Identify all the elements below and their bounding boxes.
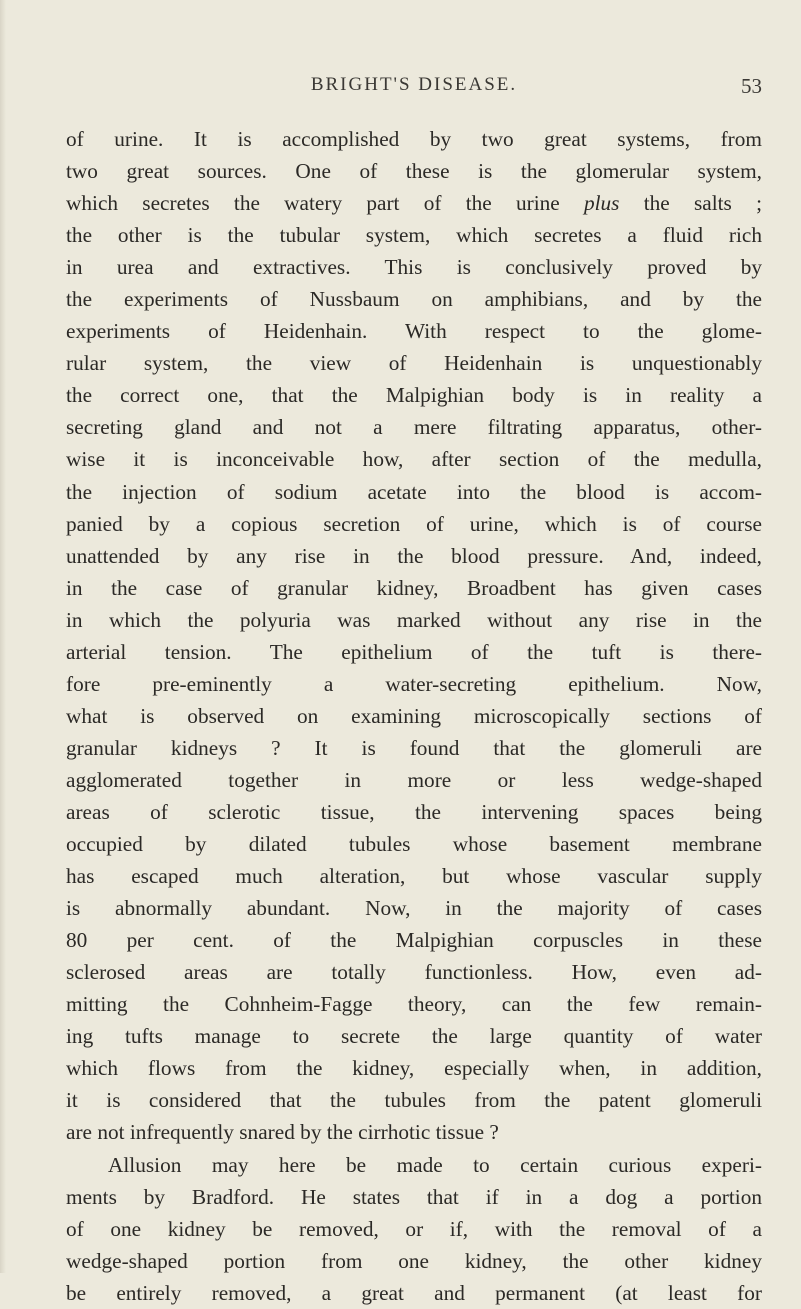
text-line: in which the polyuria was marked without any rise in the — [66, 607, 762, 632]
text-line: unattended by any rise in the blood pressure. And, indeed, — [66, 543, 762, 568]
body-text — [66, 123, 762, 1309]
running-head — [66, 74, 762, 104]
text-line: the experiments of Nussbaum on amphibians, and by the — [66, 287, 762, 312]
running-title: BRIGHT'S DISEASE. — [310, 74, 518, 95]
text-line: which secretes the watery part of the urine plus the salts ; — [66, 191, 762, 216]
text-line: Allusion may here be made to certain curious experi- — [108, 1152, 762, 1177]
text-line: be entirely removed, a great and permanent (at least for — [66, 1280, 762, 1305]
text-line: granular kidneys ? It is found that the glomeruli are — [66, 735, 762, 760]
text-line: 80 per cent. of the Malpighian corpuscles in these — [66, 928, 762, 953]
text-line: of one kidney be removed, or if, with the removal of a — [66, 1216, 762, 1241]
text-line: sclerosed areas are totally functionless. How, even ad- — [66, 960, 762, 985]
text-line: in the case of granular kidney, Broadbent has given cases — [66, 575, 762, 600]
text-line: ing tufts manage to secrete the large quantity of water — [66, 1024, 762, 1049]
text-line: the other is the tubular system, which secretes a fluid rich — [66, 223, 762, 248]
text-line: rular system, the view of Heidenhain is unquestionably — [66, 351, 762, 376]
text-line: it is considered that the tubules from the patent glomeruli — [66, 1088, 762, 1113]
text-line: panied by a copious secretion of urine, which is of course — [66, 511, 762, 536]
text-line: areas of sclerotic tissue, the intervening spaces being — [66, 799, 762, 824]
text-line: in urea and extractives. This is conclusively proved by — [66, 255, 762, 280]
text-line: has escaped much alteration, but whose vascular supply — [66, 864, 762, 889]
text-line: wedge-shaped portion from one kidney, the other kidney — [66, 1248, 762, 1273]
text-line: the correct one, that the Malpighian body is in reality a — [66, 383, 762, 408]
page-edge-shadow — [0, 0, 6, 1273]
text-line: of urine. It is accomplished by two great systems, from — [66, 127, 762, 151]
text-line: is abnormally abundant. Now, in the majority of cases — [66, 896, 762, 921]
text-line: wise it is inconceivable how, after section of the medulla, — [66, 447, 762, 472]
text-line: experiments of Heidenhain. With respect to the glome- — [66, 319, 762, 344]
text-line: ments by Bradford. He states that if in a dog a portion — [66, 1184, 762, 1209]
page-number: 53 — [741, 74, 762, 98]
text-line: arterial tension. The epithelium of the tuft is there- — [66, 639, 762, 664]
text-line: mitting the Cohnheim-Fagge theory, can the few remain- — [66, 992, 762, 1017]
text-line: secreting gland and not a mere filtrating apparatus, other- — [66, 415, 762, 440]
text-line: the injection of sodium acetate into the blood is accom- — [66, 479, 762, 504]
text-line: are not infrequently snared by the cirrhotic tissue ? — [66, 1120, 499, 1145]
text-line: agglomerated together in more or less wedge-shaped — [66, 767, 762, 792]
text-line: fore pre-eminently a water-secreting epithelium. Now, — [66, 671, 762, 696]
text-line: which flows from the kidney, especially when, in addition, — [66, 1056, 762, 1081]
text-line: what is observed on examining microscopically sections of — [66, 703, 762, 728]
text-line: two great sources. One of these is the glomerular system, — [66, 159, 762, 184]
text-line: occupied by dilated tubules whose basement membrane — [66, 832, 762, 857]
